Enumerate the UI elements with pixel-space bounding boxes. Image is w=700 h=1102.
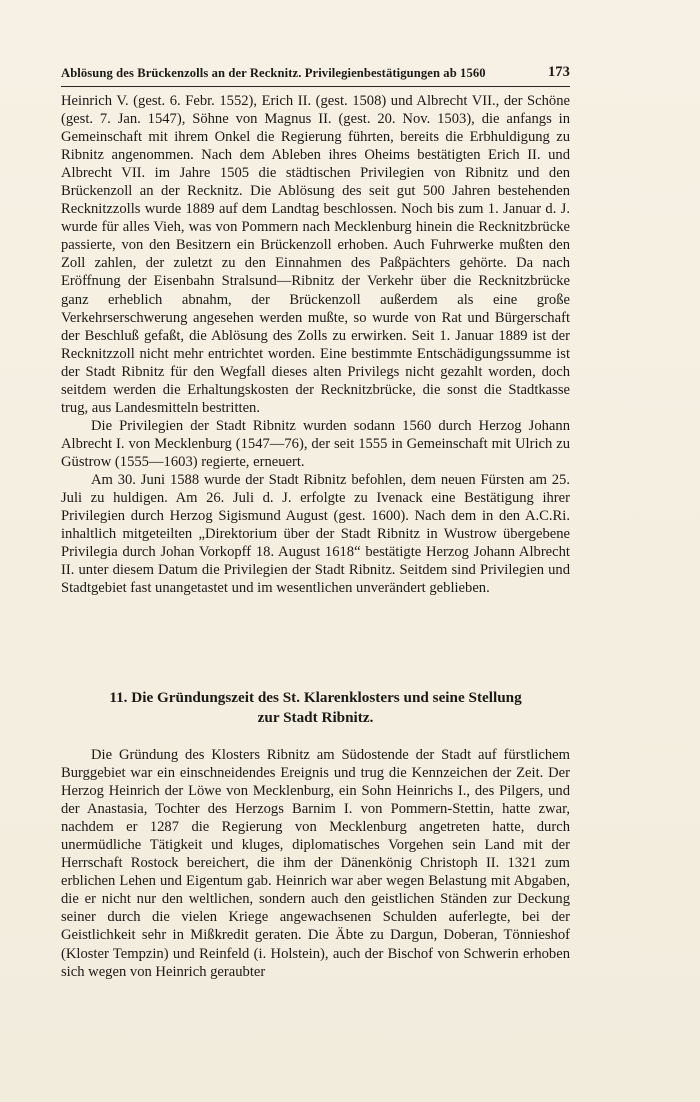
running-title: Ablösung des Brückenzolls an der Recknitz. Privilegienbestätigungen ab 1560 xyxy=(61,66,486,80)
paragraph: Am 30. Juni 1588 wurde der Stadt Ribnitz befohlen, dem neuen Fürsten am 25. Juli zu huldigen. Am 26. Juli d. J. erfolgte zu Ivenack eine Bestätigung ihrer Privilegien durch Herzog Sigismund August (gest. 1600). Nach dem in den A.C.Ri. inhaltlich mitgeteilten „Direktorium über der Stadt Ribnitz in Wustrow übergebene Privilegia durch Johan Vorkopff 18. August 1618“ bestätigte Herzog Johann Albrecht II. unter diesem Datum die Privilegien der Stadt Ribnitz. Seitdem sind Privilegien und Stadtgebiet fast unangetastet und im wesentlichen unverändert geblieben. xyxy=(61,471,570,597)
header-rule xyxy=(61,86,570,87)
section-1-text xyxy=(61,92,570,597)
section-heading-line-1: 11. Die Gründungszeit des St. Klarenklosters und seine Stellung xyxy=(109,689,522,706)
section-heading xyxy=(61,688,570,728)
paragraph: Heinrich V. (gest. 6. Febr. 1552), Erich II. (gest. 1508) und Albrecht VII., der Schöne (gest. 7. Jan. 1547), Söhne von Magnus II. (gest. 20. Nov. 1503), die anfangs in Gemeinschaft mit ihrem Onkel die Regierung führten, bereits die Erbhuldigung zu Ribnitz angenommen. Nach dem Ableben ihres Oheims bestätigten Erich II. und Albrecht VII. im Jahre 1505 die städtischen Privilegien von Ribnitz und den Brückenzoll an der Recknitz. Die Ablösung des seit gut 500 Jahren bestehenden Recknitzzolls wurde 1889 auf dem Landtag beschlossen. Noch bis zum 1. Januar d. J. wurde für alles Vieh, was von Pommern nach Mecklenburg hinein die Recknitzbrücke passierte, von den Besitzern ein Brückenzoll erhoben. Auch Fuhrwerke mußten den Zoll zahlen, der zuletzt zu den Einnahmen des Paßpächters gehörte. Da nach Eröffnung der Eisenbahn Stralsund—Ribnitz der Verkehr über die Recknitzbrücke ganz erheblich abnahm, der Brückenzoll außerdem als eine große Verkehrserschwerung angesehen werden mußte, so wurde von Rat und Bürgerschaft der Beschluß gefaßt, die Ablösung des Zolls zu erwirken. Seit 1. Januar 1889 ist der Recknitzzoll nicht mehr entrichtet worden. Eine bestimmte Entschädigungssumme ist der Stadt Ribnitz für den Wegfall dieses alten Privilegs nicht gezahlt worden, doch seitdem werden die Erhaltungskosten der Recknitzbrücke, die sonst die Stadtkasse trug, aus Landesmitteln bestritten. xyxy=(61,93,570,416)
paragraph: Die Gründung des Klosters Ribnitz am Südostende der Stadt auf fürstlichem Burggebiet war ein einschneidendes Ereignis und trug die Kennzeichen der Zeit. Der Herzog Heinrich der Löwe von Mecklenburg, ein Sohn Heinrichs I., des Pilgers, und der Anastasia, Tochter des Herzogs Barnim I. von Pommern-Stettin, hatte zwar, nachdem er 1287 die Regierung von Mecklenburg angetreten hatte, durch unermüdliche Tätigkeit und kluges, diplomatisches Vorgehen sein Land mit der Herrschaft Rostock bereichert, die ihm der Dänenkönig Christoph II. 1321 zum erblichen Lehen und Eigentum gab. Heinrich war aber wegen Belastung mit Abgaben, die er nicht nur den weltlichen, sondern auch den geistlichen Ständen zur Deckung seiner durch die vielen Kriege angewachsenen Schulden auferlegte, bei der Geistlichkeit sehr in Mißkredit geraten. Die Äbte zu Dargun, Doberan, Tönnieshof (Kloster Tempzin) und Reinfeld (i. Holstein), auch der Bischof von Schwerin erhoben sich wegen von Heinrich geraubter xyxy=(61,747,570,980)
page-number: 173 xyxy=(547,64,570,80)
section-2-text xyxy=(61,746,570,981)
section-heading-line-2: zur Stadt Ribnitz. xyxy=(257,709,374,726)
paragraph: Die Privilegien der Stadt Ribnitz wurden sodann 1560 durch Herzog Johann Albrecht I. von Mecklenburg (1547—76), der seit 1555 in Gemeinschaft mit Ulrich zu Güstrow (1555—1603) regierte, erneuert. xyxy=(61,417,570,470)
